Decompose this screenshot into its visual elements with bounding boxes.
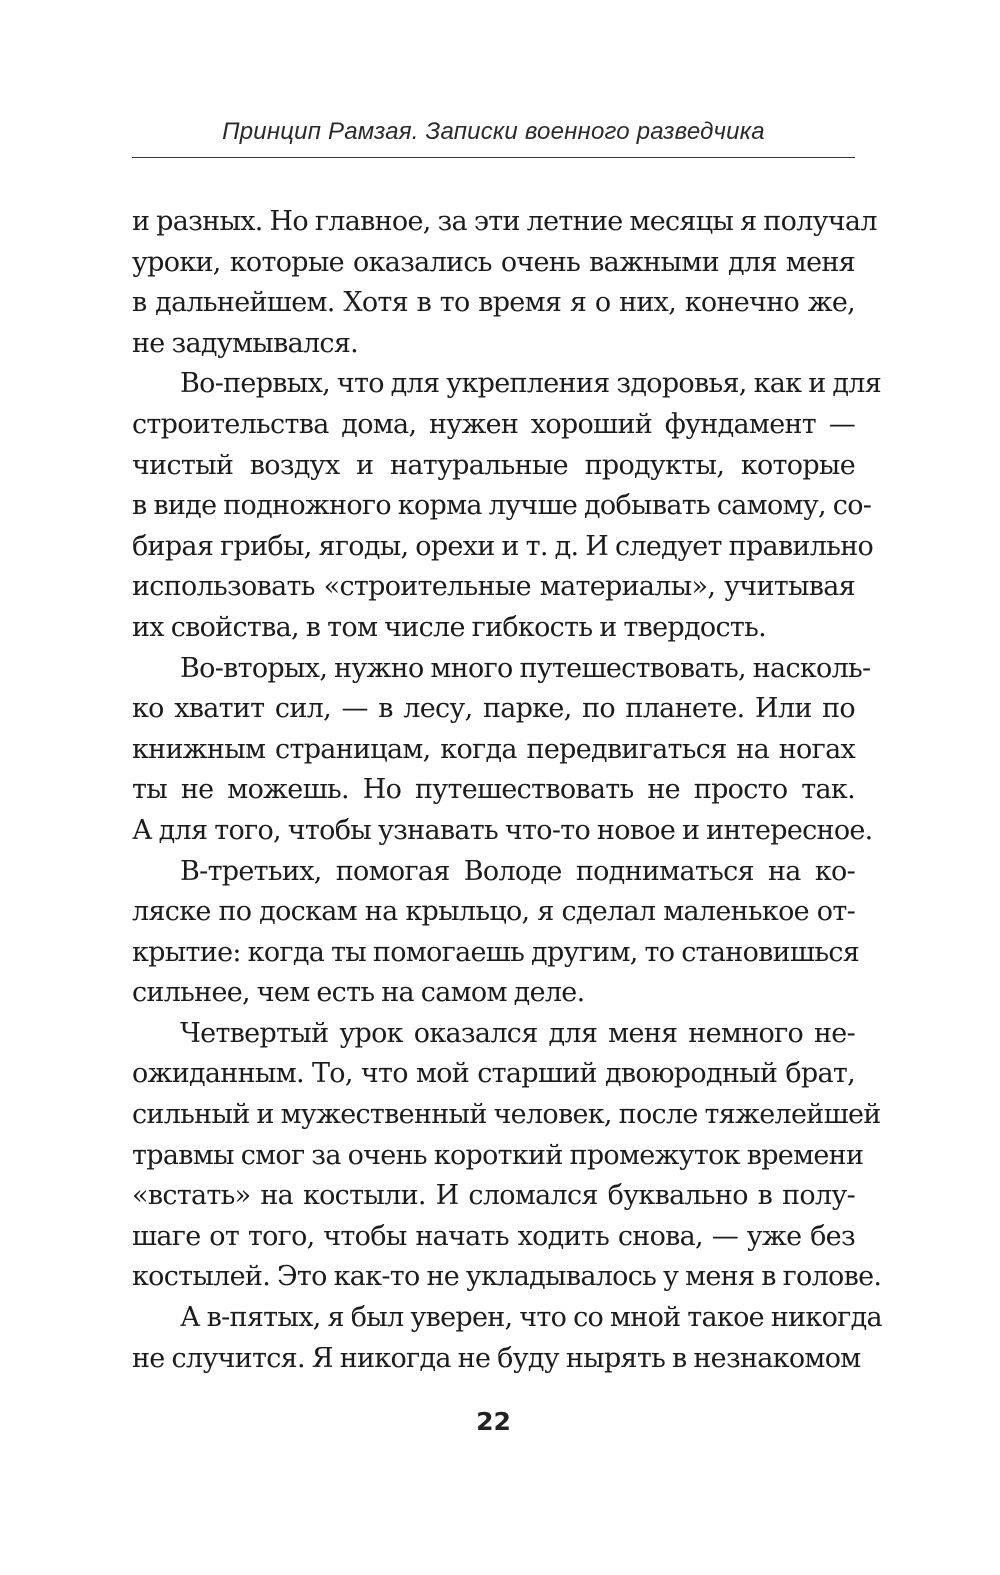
text-line: не случится. Я никогда не буду нырять в незнакомом (132, 1342, 861, 1374)
text-line: ты не можешь. Но путешествовать не просто так. (132, 774, 855, 806)
page-number: 22 (476, 1407, 511, 1436)
text-line: книжным страницам, когда передвигаться на ногах (132, 733, 855, 765)
text-line: в виде подножного корма лучше добывать самому, со- (132, 490, 872, 522)
body-text (132, 202, 882, 1379)
text-line: крытие: когда ты помогаешь другим, то становишься (132, 936, 860, 968)
text-line: А для того, чтобы узнавать что-то новое и интересное. (132, 814, 873, 846)
running-head: Принцип Рамзая. Записки военного разведчика (222, 118, 765, 145)
text-line: уроки, которые оказались очень важными для меня (132, 246, 855, 278)
text-line: травмы смог за очень короткий промежуток времени (132, 1139, 864, 1171)
text-line: использовать «строительные материалы», учитывая (132, 571, 855, 603)
text-line: строительства дома, нужен хороший фундамент — (132, 408, 855, 440)
text-line: ляске по доскам на крыльцо, я сделал маленькое от- (132, 896, 855, 928)
text-line: чистый воздух и натуральные продукты, которые (132, 449, 855, 481)
text-line: А в-пятых, я был уверен, что со мной такое никогда (180, 1302, 882, 1334)
text-line: ко хватит сил, — в лесу, парке, по планете. Или по (132, 693, 855, 725)
text-line: Четвертый урок оказался для меня немного не- (180, 1017, 855, 1049)
text-line: и разных. Но главное, за эти летние месяцы я получал (132, 206, 877, 237)
text-line: ожиданным. То, что мой старший двоюродный брат, (132, 1058, 855, 1090)
text-line: Во-первых, что для укрепления здоровья, как и для (180, 368, 882, 400)
text-line: не задумывался. (132, 327, 359, 359)
text-line: их свойства, в том числе гибкость и твердость. (132, 611, 767, 643)
text-line: шаге от того, чтобы начать ходить снова, — уже без (132, 1220, 855, 1252)
text-line: сильный и мужественный человек, после тяжелейшей (132, 1099, 881, 1131)
text-line: В-третьих, помогая Володе подниматься на ко- (180, 855, 855, 887)
text-line: «встать» на костыли. И сломался буквально в полу- (132, 1180, 855, 1212)
header-rule (132, 157, 855, 158)
text-line: костылей. Это как-то не укладывалось у меня в голове. (132, 1261, 882, 1293)
text-line: сильнее, чем есть на самом деле. (132, 977, 585, 1009)
text-line: в дальнейшем. Хотя в то время я о них, конечно же, (132, 287, 855, 319)
text-line: Во-вторых, нужно много путешествовать, насколь- (180, 652, 871, 684)
text-line: бирая грибы, ягоды, орехи и т. д. И следует правильно (132, 530, 874, 562)
